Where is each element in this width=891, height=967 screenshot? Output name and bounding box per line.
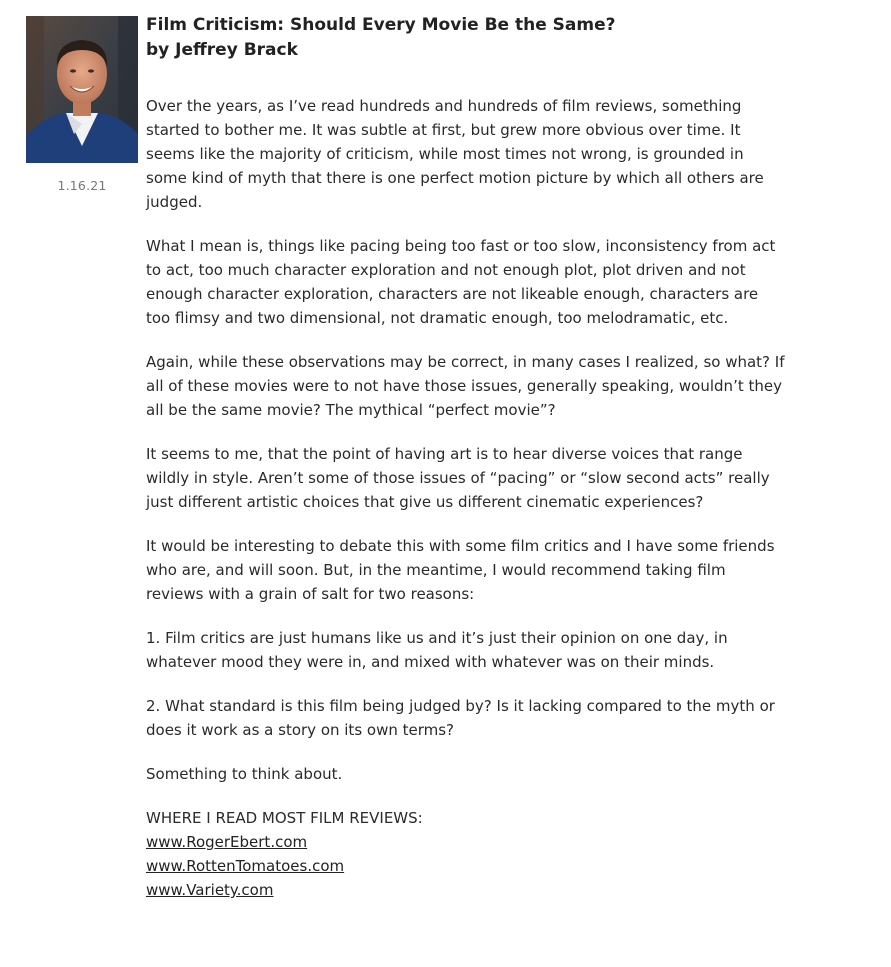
link-item [146, 878, 786, 902]
article [146, 13, 786, 902]
reading-links [146, 830, 786, 902]
article-title [146, 13, 786, 63]
link-rogerebert[interactable]: www.RogerEbert.com [146, 833, 308, 851]
paragraph: It seems to me, that the point of having art is to hear diverse voices that range wildly in style. Aren’t some of those issues of “pacing” or “slow second acts” really just different artistic choices that give us different cinematic experiences? [146, 445, 770, 511]
paragraph: Again, while these observations may be correct, in many cases I realized, so what? If all of these movies were to not have those issues, generally speaking, wouldn’t they all be the same movie? The mythical “perfect movie”? [146, 353, 785, 419]
paragraph: Something to think about. [146, 765, 343, 783]
paragraph: 1. Film critics are just humans like us and it’s just their opinion on one day, in whatever mood they were in, and mixed with whatever was on their minds. [146, 629, 728, 671]
link-item [146, 854, 786, 878]
post-date: 1.16.21 [57, 178, 107, 193]
byline: by Jeffrey Brack [146, 40, 298, 60]
paragraph: Over the years, as I’ve read hundreds and hundreds of film reviews, something started to bother me. It was subtle at first, but grew more obvious over time. It seems like the majority of criticism, while most times not wrong, is grounded in some kind of myth that there is one perfect motion picture by which all others are judged. [146, 97, 764, 211]
link-variety[interactable]: www.Variety.com [146, 881, 274, 899]
article-body [146, 94, 786, 902]
author-avatar [26, 16, 138, 163]
author-photo-icon [26, 16, 138, 163]
author-sidebar [26, 16, 138, 193]
paragraph: What I mean is, things like pacing being too fast or too slow, inconsistency from act to act, too much character exploration and not enough plot, plot driven and not enough character exploration, characters are not likeable enough, characters are too flimsy and two dimensional, not dramatic enough, too melodramatic, etc. [146, 237, 776, 327]
paragraph: 2. What standard is this film being judged by? Is it lacking compared to the myth or does it work as a story on its own terms? [146, 697, 775, 739]
paragraph: It would be interesting to debate this with some film critics and I have some friends who are, and will soon. But, in the meantime, I would recommend taking film reviews with a grain of salt for two reasons: [146, 537, 775, 603]
title-text: Film Criticism: Should Every Movie Be the Same? [146, 15, 616, 35]
link-item [146, 830, 786, 854]
link-rottentomatoes[interactable]: www.RottenTomatoes.com [146, 857, 345, 875]
reading-heading: WHERE I READ MOST FILM REVIEWS: [146, 809, 423, 827]
reading-list [146, 806, 786, 902]
